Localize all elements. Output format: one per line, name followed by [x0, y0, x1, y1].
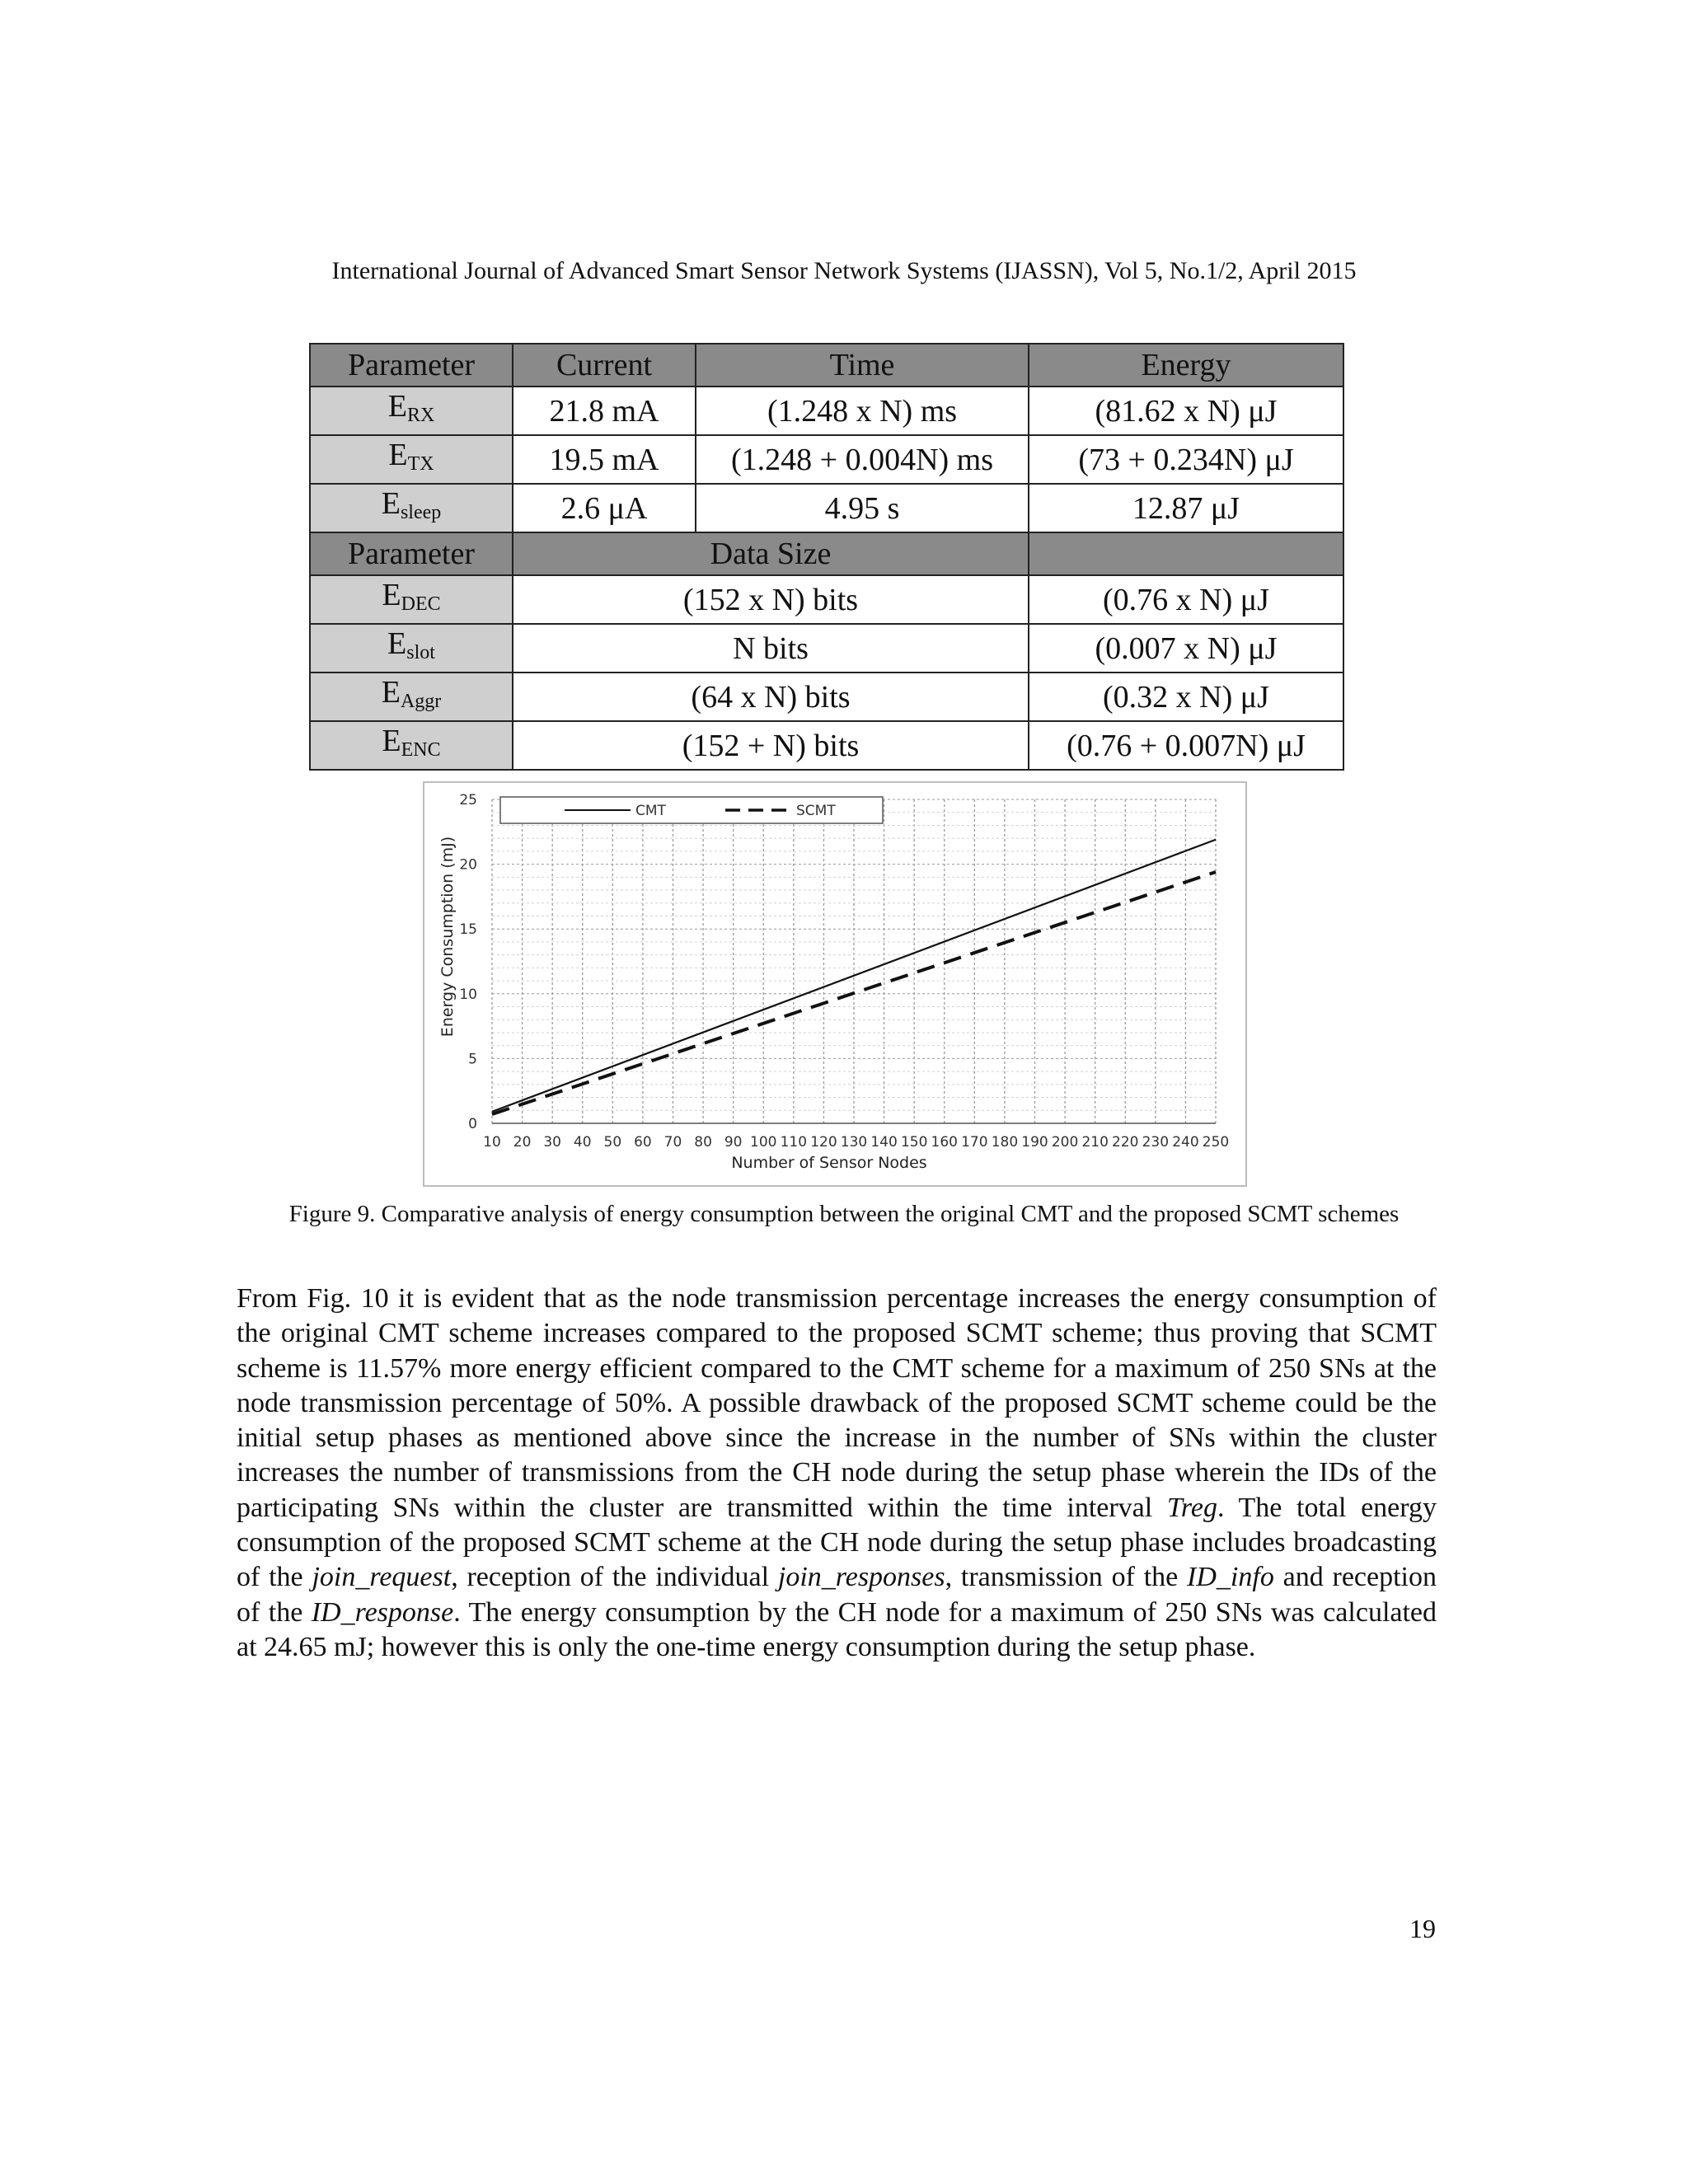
y-tick-label: 0: [468, 1116, 477, 1132]
x-tick-label: 30: [543, 1134, 561, 1151]
y-tick-label: 20: [459, 856, 477, 874]
x-tick-label: 80: [694, 1134, 712, 1151]
table-header-cell: Data Size: [513, 532, 1029, 575]
table-header-cell: Time: [696, 344, 1029, 387]
table-row: [310, 721, 1343, 770]
parameter-cell: $E_{slot}$: [310, 624, 513, 673]
legend-label-cmt: CMT: [635, 803, 666, 819]
page-number: 19: [1409, 1914, 1436, 1943]
parameter-cell: $E_{RX}$: [310, 387, 513, 435]
energy-cell: (0.007 x N) μJ: [1029, 624, 1343, 673]
table-row: [310, 624, 1343, 673]
table-row: [310, 435, 1343, 484]
x-tick-label: 120: [810, 1134, 837, 1151]
legend-label-scmt: SCMT: [796, 803, 836, 819]
x-tick-label: 190: [1021, 1134, 1048, 1151]
energy-cell: 12.87 μJ: [1029, 484, 1343, 532]
y-axis-label: Energy Consumption (mJ): [438, 836, 457, 1038]
table-header-row: [310, 344, 1343, 387]
x-tick-label: 230: [1142, 1134, 1170, 1151]
running-header: International Journal of Advanced Smart Sensor Network Systems (IJASSN), Vol 5, No.1/2, April 2015: [331, 257, 1357, 284]
x-tick-label: 100: [750, 1134, 777, 1151]
x-tick-label: 110: [780, 1134, 808, 1151]
x-tick-label: 60: [634, 1134, 652, 1151]
energy-cell: (0.76 + 0.007N) μJ: [1029, 721, 1343, 770]
table-header-cell: Parameter: [310, 532, 513, 575]
x-tick-label: 170: [961, 1134, 988, 1151]
table-header-blank: [1029, 532, 1343, 575]
x-tick-label: 40: [573, 1134, 592, 1151]
x-tick-label: 70: [663, 1134, 682, 1151]
data-size-cell: N bits: [513, 624, 1029, 673]
energy-cell: (0.76 x N) μJ: [1029, 575, 1343, 624]
x-tick-label: 210: [1081, 1134, 1109, 1151]
time-cell: (1.248 x N) ms: [696, 387, 1029, 435]
x-tick-label: 130: [840, 1134, 868, 1151]
x-tick-label: 150: [900, 1134, 928, 1151]
table-header-row-2: [310, 532, 1343, 575]
table-row: [310, 673, 1343, 721]
current-cell: 19.5 mA: [513, 435, 696, 484]
time-cell: 4.95 s: [696, 484, 1029, 532]
x-tick-label: 50: [603, 1134, 622, 1151]
time-cell: (1.248 + 0.004N) ms: [696, 435, 1029, 484]
parameter-table: [309, 343, 1344, 771]
y-tick-label: 15: [459, 921, 477, 939]
x-tick-label: 90: [724, 1134, 743, 1151]
x-tick-label: 10: [483, 1134, 501, 1151]
table-row: [310, 387, 1343, 435]
table-header-cell: Energy: [1029, 344, 1343, 387]
data-size-cell: (152 + N) bits: [513, 721, 1029, 770]
italic-term: join_request: [312, 1562, 452, 1593]
x-axis-label: Number of Sensor Nodes: [731, 1154, 927, 1172]
x-tick-label: 140: [870, 1134, 898, 1151]
x-tick-label: 250: [1202, 1134, 1230, 1151]
x-tick-label: 20: [513, 1134, 532, 1151]
y-tick-label: 5: [468, 1051, 477, 1068]
table-header-cell: Parameter: [310, 344, 513, 387]
energy-cell: (73 + 0.234N) μJ: [1029, 435, 1343, 484]
energy-chart-svg: [424, 783, 1245, 1185]
body-paragraph: From Fig. 10 it is evident that as the node transmission percentage increases the energy consumption of the original CMT scheme increases compared to the proposed SCMT scheme; thus proving that SCMT scheme is 11.57% more energy efficient compared to the CMT scheme for a maximum of 250 SNs at the node transmission percentage of 50%. A possible drawback of the proposed SCMT scheme could be the initial setup phases as mentioned above since the increase in the number of SNs within the cluster increases the number of transmissions from the CH node during the setup phase wherein the IDs of the participating SNs within the cluster are transmitted within the time interval Treg. The total energy consumption of the proposed SCMT scheme at the CH node during the setup phase includes broadcasting of the join_request, reception of the individual join_responses, transmission of the ID_info and reception of the ID_response. The energy consumption by the CH node for a maximum of 250 SNs was calculated at 24.65 mJ; however this is only the one-time energy consumption during the setup phase.: [237, 1283, 1437, 1662]
x-tick-label: 180: [991, 1134, 1019, 1151]
parameter-cell: $E_{DEC}$: [310, 575, 513, 624]
italic-term: Treg: [1166, 1492, 1217, 1523]
current-cell: 21.8 mA: [513, 387, 696, 435]
current-cell: 2.6 μA: [513, 484, 696, 532]
x-tick-label: 160: [931, 1134, 958, 1151]
parameter-cell: $E_{Aggr}$: [310, 673, 513, 721]
y-tick-label: 10: [459, 986, 477, 1003]
data-size-cell: (64 x N) bits: [513, 673, 1029, 721]
energy-chart: [423, 781, 1247, 1187]
data-size-cell: (152 x N) bits: [513, 575, 1029, 624]
x-tick-label: 200: [1051, 1134, 1079, 1151]
x-tick-label: 220: [1112, 1134, 1139, 1151]
table-row: [310, 484, 1343, 532]
parameter-cell: $E_{ENC}$: [310, 721, 513, 770]
table-row: [310, 575, 1343, 624]
parameter-cell: $E_{sleep}$: [310, 484, 513, 532]
energy-cell: (81.62 x N) μJ: [1029, 387, 1343, 435]
figure-caption: Figure 9. Comparative analysis of energy consumption between the original CMT and the proposed SCMT schemes: [288, 1201, 1400, 1227]
italic-term: ID_response: [311, 1596, 454, 1628]
italic-term: join_responses: [777, 1562, 945, 1593]
energy-cell: (0.32 x N) μJ: [1029, 673, 1343, 721]
parameter-cell: $E_{TX}$: [310, 435, 513, 484]
table-header-cell: Current: [513, 344, 696, 387]
y-tick-label: 25: [459, 792, 477, 808]
italic-term: ID_info: [1187, 1562, 1274, 1593]
x-tick-label: 240: [1172, 1134, 1199, 1151]
